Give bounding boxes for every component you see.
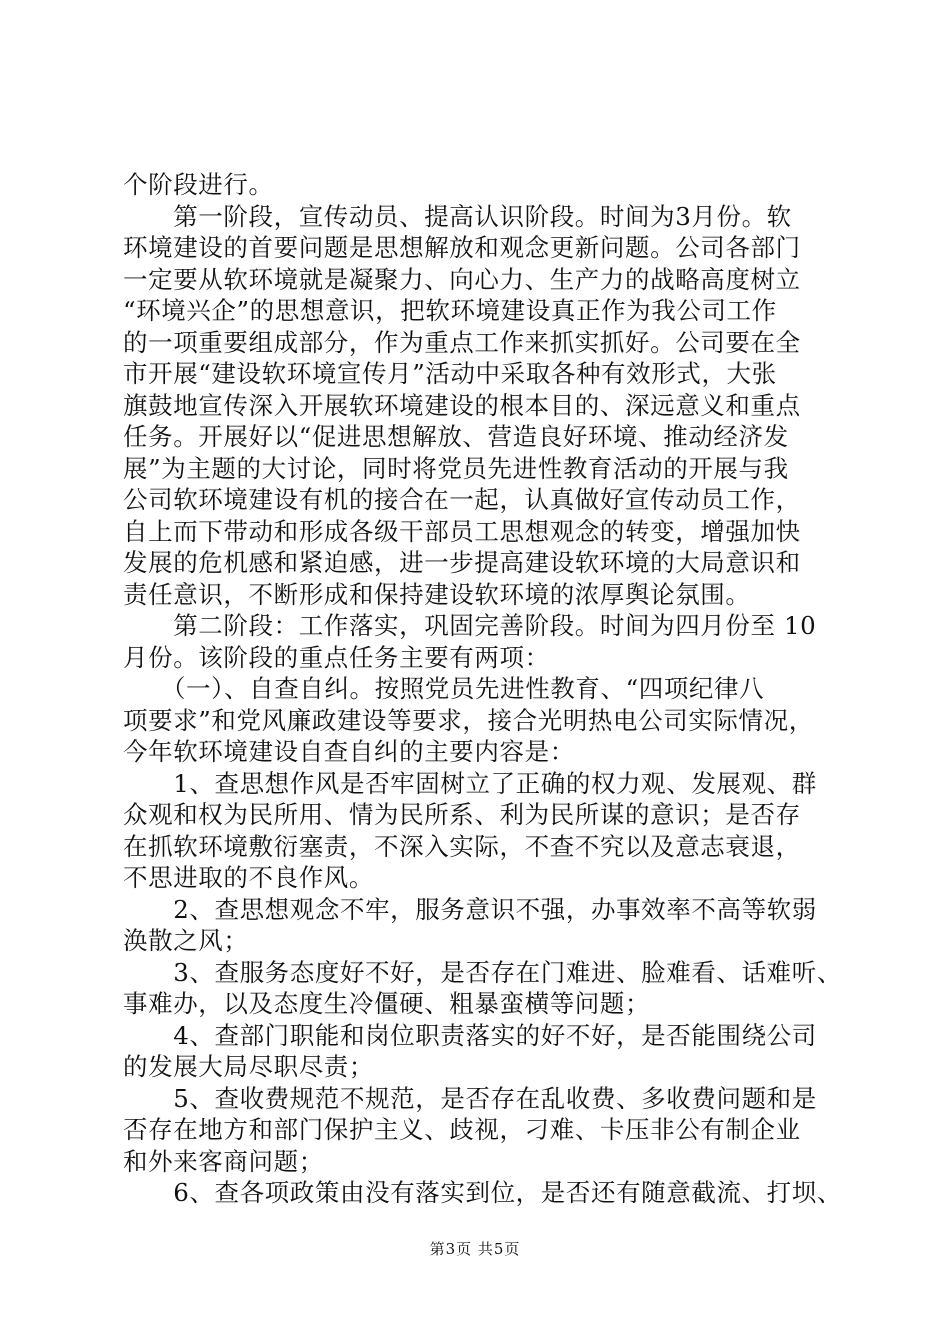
text-line: 展”为主题的大讨论，同时将党员先进性教育活动的开展与我	[123, 453, 789, 483]
text-line: 发展的危机感和紧迫感，进一步提高建设软环境的大局意识和	[123, 548, 801, 577]
text-line: 的一项重要组成部分，作为重点工作来抓实抓好。公司要在全	[123, 327, 801, 357]
document-body	[123, 169, 843, 1209]
text-line: （一）、自查自纠。按照党员先进性教育、“四项纪律八	[123, 674, 765, 703]
text-line: 一定要从软环境就是凝聚力、向心力、生产力的战略高度树立	[123, 264, 801, 294]
text-line: 第一阶段，宣传动员、提高认识阶段。时间为3月份。软	[123, 201, 792, 231]
page-footer: 第3页 共5页	[429, 1240, 521, 1258]
text-line: 环境建设的首要问题是思想解放和观念更新问题。公司各部门	[123, 233, 801, 262]
text-line: 责任意识，不断形成和保持建设软环境的浓厚舆论氛围。	[123, 579, 751, 609]
text-line: 1、查思想作风是否牢固树立了正确的权力观、发展观、群	[123, 768, 817, 798]
text-line: 在抓软环境敷衍塞责，不深入实际，不查不究以及意志衰退，	[123, 831, 801, 861]
text-line: 项要求”和党风廉政建设等要求，接合光明热电公司实际情况，	[123, 705, 814, 735]
text-line: 月份。该阶段的重点任务主要有两项：	[123, 642, 550, 672]
text-line: 的发展大局尽职尽责；	[123, 1052, 374, 1081]
text-line: 事难办，以及态度生冷僵硬、粗暴蛮横等问题；	[123, 989, 651, 1018]
text-line: 6、查各项政策由没有落实到位，是否还有随意截流、打坝、	[123, 1178, 842, 1207]
text-line: 今年软环境建设自查自纠的主要内容是：	[123, 737, 575, 766]
text-line: “环境兴企”的思想意识，把软环境建设真正作为我公司工作	[123, 296, 777, 325]
text-line: 第二阶段：工作落实，巩固完善阶段。时间为四月份至 10	[123, 611, 817, 640]
text-line: 5、查收费规范不规范，是否存在乱收费、多收费问题和是	[123, 1083, 817, 1113]
text-line: 个阶段进行。	[123, 170, 274, 199]
text-line: 涣散之风；	[123, 926, 249, 955]
text-line: 市开展“建设软环境宣传月”活动中采取各种有效形式，大张	[123, 359, 777, 388]
text-line: 否存在地方和部门保护主义、歧视，刁难、卡压非公有制企业	[123, 1115, 801, 1144]
text-line: 众观和权为民所用、情为民所系、利为民所谋的意识；是否存	[123, 800, 801, 829]
text-line: 自上而下带动和形成各级干部员工思想观念的转变，增强加快	[123, 516, 801, 546]
text-line: 旗鼓地宣传深入开展软环境建设的根本目的、深远意义和重点	[123, 390, 801, 420]
text-line: 2、查思想观念不牢，服务意识不强，办事效率不高等软弱	[123, 894, 817, 924]
text-line: 不思进取的不良作风。	[123, 863, 374, 892]
text-line: 4、查部门职能和岗位职责落实的好不好，是否能围绕公司	[123, 1020, 817, 1050]
text-line: 任务。开展好以“促进思想解放、营造良好环境、推动经济发	[123, 422, 789, 451]
text-line: 公司软环境建设有机的接合在一起，认真做好宣传动员工作，	[123, 485, 801, 514]
text-line: 3、查服务态度好不好，是否存在门难进、脸难看、话难听、	[123, 957, 842, 987]
text-line: 和外来客商问题；	[123, 1146, 324, 1176]
